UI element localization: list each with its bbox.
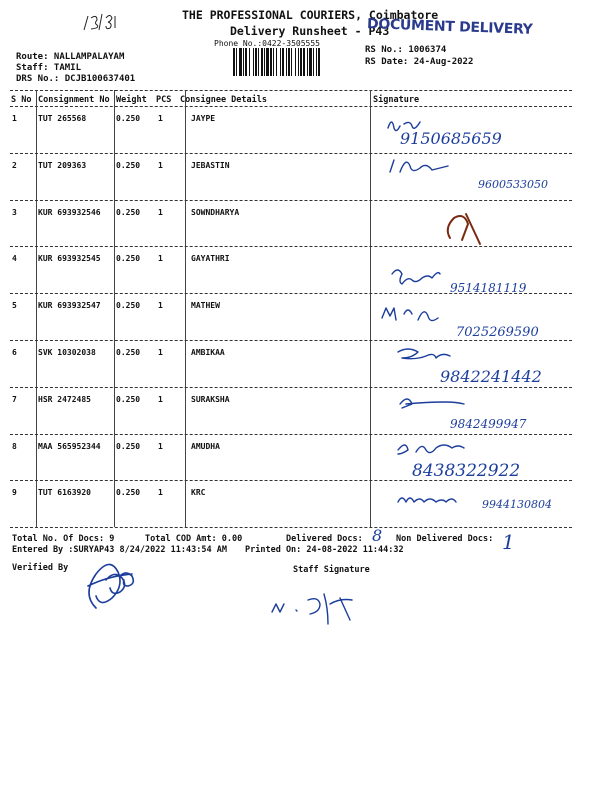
row-7-pcs: 1 <box>158 394 163 404</box>
barcode-bar <box>318 48 320 76</box>
barcode-bar <box>266 48 269 76</box>
barcode-bar <box>298 48 299 76</box>
runsheet-title: Delivery Runsheet - P43 <box>230 24 390 38</box>
barcode-bar <box>288 48 290 76</box>
barcode-bar <box>286 48 287 76</box>
row-6-weight: 0.250 <box>116 348 141 357</box>
row-9-pcs: 1 <box>158 488 163 498</box>
column-divider <box>185 90 186 527</box>
row-2-consignee: JEBASTIN <box>191 160 230 170</box>
row-9-consignment-no: TUT 6163920 <box>38 488 91 498</box>
barcode-bar <box>249 48 250 76</box>
row-3-consignee: SOWNDHARYA <box>191 207 240 217</box>
row-8-consignment-no: MAA 565952344 <box>38 441 101 451</box>
signature-phone-4: 9514181119 <box>450 281 527 295</box>
row-7-consignee: SURAKSHA <box>191 394 230 404</box>
col-header-signature: Signature <box>373 95 420 105</box>
signature-row-2 <box>390 160 548 191</box>
handwritten-page-mark <box>80 10 120 34</box>
row-1-consignee: JAYPE <box>191 114 216 123</box>
row-3-consignment-no: KUR 693932546 <box>38 207 101 217</box>
signature-row-5 <box>382 308 539 340</box>
staff-signature-drawn <box>268 586 368 636</box>
row-4-consignment-no: KUR 693932545 <box>38 254 101 264</box>
barcode-bar <box>245 48 247 76</box>
delivered-docs-label: Delivered Docs: <box>286 534 363 544</box>
barcode-bar <box>255 48 257 76</box>
barcode-bar <box>295 48 296 76</box>
signature-row-3 <box>448 214 480 244</box>
row-8-weight: 0.250 <box>116 441 141 451</box>
col-header-consignment: Consignment No <box>38 95 110 105</box>
signature-phone-1: 9150685659 <box>400 129 502 148</box>
row-8-sno: 8 <box>12 441 17 451</box>
non-delivered-count-handwritten: 1 <box>502 530 515 554</box>
row-4-pcs: 1 <box>158 254 163 264</box>
row-2-weight: 0.250 <box>116 160 141 170</box>
barcode-bar <box>273 48 274 76</box>
signature-phone-2: 9600533050 <box>478 178 548 191</box>
row-6-sno: 6 <box>12 348 17 357</box>
rs-number: RS No.: 1006374 <box>365 45 447 55</box>
column-divider <box>114 90 115 527</box>
signature-row-4 <box>392 270 527 295</box>
total-docs: Total No. Of Docs: 9 <box>12 534 115 544</box>
barcode-bar <box>264 48 265 76</box>
row-5-consignment-no: KUR 693932547 <box>38 301 101 311</box>
row-6-consignee: AMBIKAA <box>191 348 225 357</box>
col-header-consignee: Consignee Details <box>180 95 267 105</box>
signature-row-9 <box>398 498 552 511</box>
row-4-sno: 4 <box>12 254 17 264</box>
non-delivered-docs-label: Non Delivered Docs: <box>396 534 494 544</box>
signature-phone-6: 9842241442 <box>440 367 542 386</box>
row-2-sno: 2 <box>12 160 17 170</box>
row-5-sno: 5 <box>12 301 17 311</box>
total-cod: Total COD Amt: 0.00 <box>145 534 243 544</box>
row-2-consignment-no: TUT 209363 <box>38 160 87 170</box>
barcode <box>233 48 355 76</box>
row-4-weight: 0.250 <box>116 254 141 264</box>
barcode-bar <box>300 48 302 76</box>
signature-row-6 <box>398 349 542 386</box>
row-7-weight: 0.250 <box>116 394 141 404</box>
barcode-bar <box>282 48 284 76</box>
signature-row-8 <box>398 445 520 481</box>
row-4-consignee: GAYATHRI <box>191 254 230 264</box>
verified-by-signature <box>76 556 146 616</box>
row-3-pcs: 1 <box>158 207 163 217</box>
document-delivery-stamp: DOCUMENT DELIVERY <box>366 16 533 38</box>
barcode-bar <box>309 48 312 76</box>
rs-date: RS Date: 24-Aug-2022 <box>365 57 474 67</box>
row-6-consignment-no: SVK 10302038 <box>38 348 96 357</box>
barcode-bar <box>253 48 254 76</box>
company-name: THE PROFESSIONAL COURIERS, Coimbatore <box>182 8 439 22</box>
row-7-consignment-no: HSR 2472485 <box>38 394 91 404</box>
staff-signature-label: Staff Signature <box>293 565 370 575</box>
entered-by: Entered By :SURYAP43 8/24/2022 11:43:54 AM <box>12 545 227 555</box>
phone-number: Phone No.:0422-3505555 <box>214 39 320 48</box>
row-9-consignee: KRC <box>191 488 206 498</box>
row-1-weight: 0.250 <box>116 114 141 123</box>
drs-number: DRS No.: DCJB100637401 <box>16 74 136 84</box>
barcode-bar <box>307 48 308 76</box>
barcode-bar <box>316 48 317 76</box>
barcode-bar <box>291 48 292 76</box>
col-header-weight: Weight <box>116 95 147 105</box>
row-5-consignee: MATHEW <box>191 301 220 311</box>
barcode-bar <box>243 48 244 76</box>
barcode-bar <box>258 48 259 76</box>
barcode-bar <box>313 48 314 76</box>
printed-on: Printed On: 24-08-2022 11:44:32 <box>245 545 404 555</box>
barcode-bar <box>236 48 237 76</box>
row-8-pcs: 1 <box>158 441 163 451</box>
row-1-pcs: 1 <box>158 114 163 123</box>
column-divider <box>36 90 37 527</box>
signatures-overlay <box>370 106 580 526</box>
signature-phone-5: 7025269590 <box>456 325 539 340</box>
barcode-bar <box>270 48 272 76</box>
row-1-sno: 1 <box>12 114 17 123</box>
row-9-sno: 9 <box>12 488 17 498</box>
row-3-sno: 3 <box>12 207 17 217</box>
verified-by-label: Verified By <box>12 563 69 573</box>
route-label: Route: NALLAMPALAYAM <box>16 52 125 62</box>
col-header-sno: S No <box>11 95 32 105</box>
signature-row-7 <box>400 399 527 431</box>
signature-row-1 <box>388 122 502 148</box>
signature-phone-8: 8438322922 <box>412 461 521 481</box>
row-7-sno: 7 <box>12 394 17 404</box>
barcode-bar <box>303 48 305 76</box>
table-bottom-rule <box>10 527 572 528</box>
col-header-pcs: PCS <box>156 95 172 105</box>
row-8-consignee: AMUDHA <box>191 441 220 451</box>
barcode-bar <box>261 48 263 76</box>
signature-phone-7: 9842499947 <box>450 417 527 431</box>
table-top-rule <box>10 90 572 91</box>
row-1-consignment-no: TUT 265568 <box>38 114 87 123</box>
row-6-pcs: 1 <box>158 348 163 357</box>
signature-phone-9: 9944130804 <box>482 498 552 511</box>
row-5-pcs: 1 <box>158 301 163 311</box>
row-5-weight: 0.250 <box>116 301 141 311</box>
barcode-bar <box>233 48 235 76</box>
row-9-weight: 0.250 <box>116 488 141 498</box>
row-2-pcs: 1 <box>158 160 163 170</box>
delivered-count-handwritten: 8 <box>372 526 383 545</box>
staff-label: Staff: TAMIL <box>16 63 82 73</box>
barcode-bar <box>239 48 242 76</box>
row-3-weight: 0.250 <box>116 207 141 217</box>
barcode-bar <box>276 48 277 76</box>
barcode-bar <box>280 48 281 76</box>
